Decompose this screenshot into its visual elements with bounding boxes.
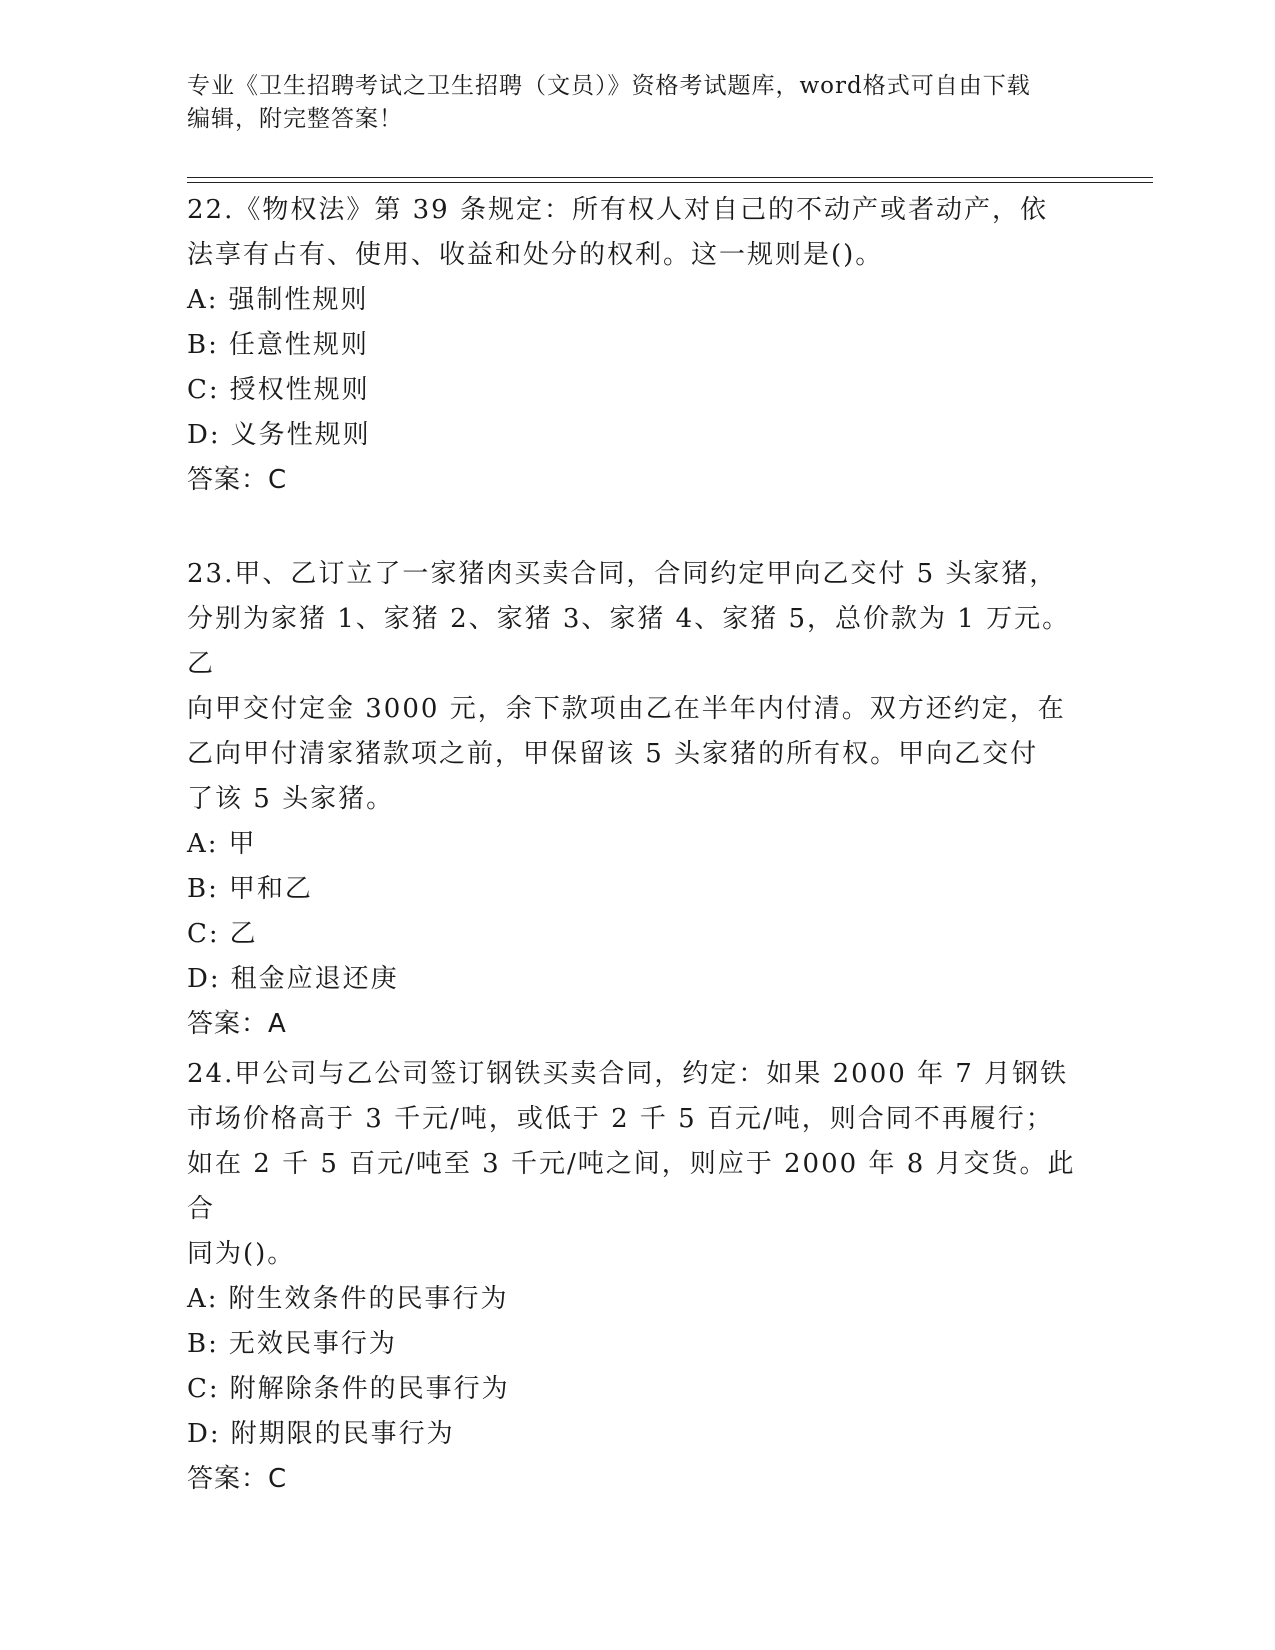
answer-line: 答案：C <box>187 465 288 495</box>
question-stem-line: 乙向甲付清家猪款项之前，甲保留该 5 头家猪的所有权。甲向乙交付 <box>187 739 1039 769</box>
option-text: 租金应退还庚 <box>230 964 399 994</box>
question-stem-line: 分别为家猪 1、家猪 2、家猪 3、家猪 4、家猪 5，总价款为 1 万元。乙 <box>187 604 1071 679</box>
option-text: 附生效条件的民事行为 <box>228 1284 509 1314</box>
answer-line: 答案：C <box>187 1464 288 1494</box>
question-23 <box>187 552 1087 1047</box>
option-text: 附解除条件的民事行为 <box>229 1374 510 1404</box>
option-a <box>187 1277 1087 1322</box>
option-key: A: <box>187 829 219 859</box>
option-key: B: <box>187 330 219 360</box>
option-text: 任意性规则 <box>228 330 369 360</box>
option-b <box>187 323 1087 368</box>
question-22 <box>187 188 1087 503</box>
question-stem-line: 市场价格高于 3 千元/吨，或低于 2 千 5 百元/吨，则合同不再履行； <box>187 1104 1054 1134</box>
option-text: 附期限的民事行为 <box>230 1419 455 1449</box>
question-stem-line: 22.《物权法》第 39 条规定：所有权人对自己的不动产或者动产，依 <box>187 195 1048 225</box>
option-text: 乙 <box>229 919 258 949</box>
option-text: 授权性规则 <box>229 375 370 405</box>
question-stem-line: 23.甲、乙订立了一家猪肉买卖合同，合同约定甲向乙交付 5 头家猪， <box>187 559 1058 589</box>
header-divider-top <box>187 177 1153 178</box>
option-c <box>187 912 1087 957</box>
question-stem-line: 向甲交付定金 3000 元，余下款项由乙在半年内付清。双方还约定，在 <box>187 694 1066 724</box>
question-stem-line: 法享有占有、使用、收益和处分的权利。这一规则是()。 <box>187 240 884 270</box>
question-stem-line: 24.甲公司与乙公司签订钢铁买卖合同，约定：如果 2000 年 7 月钢铁 <box>187 1059 1069 1089</box>
question-stem-line: 如在 2 千 5 百元/吨至 3 千元/吨之间，则应于 2000 年 8 月交货。此合 <box>187 1149 1076 1224</box>
option-key: D: <box>187 420 221 450</box>
document-header <box>187 70 1067 136</box>
option-a <box>187 822 1087 867</box>
option-c <box>187 368 1087 413</box>
option-d <box>187 413 1087 458</box>
option-key: C: <box>187 919 220 949</box>
option-key: B: <box>187 1329 219 1359</box>
option-b <box>187 1322 1087 1367</box>
header-line-2: 编辑，附完整答案！ <box>187 106 403 132</box>
option-key: A: <box>187 1284 219 1314</box>
option-c <box>187 1367 1087 1412</box>
option-b <box>187 867 1087 912</box>
option-text: 甲 <box>228 829 257 859</box>
option-d <box>187 1412 1087 1457</box>
header-line-1: 专业《卫生招聘考试之卫生招聘（文员）》资格考试题库，word格式可自由下载 <box>187 73 1031 99</box>
header-divider-bottom <box>187 182 1153 183</box>
option-text: 义务性规则 <box>230 420 371 450</box>
option-key: C: <box>187 375 220 405</box>
question-stem-line: 同为()。 <box>187 1239 296 1269</box>
question-stem-line: 了该 5 头家猪。 <box>187 784 395 814</box>
option-text: 无效民事行为 <box>228 1329 397 1359</box>
option-text: 强制性规则 <box>228 285 369 315</box>
option-key: B: <box>187 874 219 904</box>
option-key: D: <box>187 1419 221 1449</box>
option-d <box>187 957 1087 1002</box>
option-text: 甲和乙 <box>228 874 313 904</box>
option-key: A: <box>187 285 219 315</box>
option-key: C: <box>187 1374 220 1404</box>
question-24 <box>187 1052 1087 1502</box>
option-a <box>187 278 1087 323</box>
answer-line: 答案：A <box>187 1009 287 1039</box>
option-key: D: <box>187 964 221 994</box>
